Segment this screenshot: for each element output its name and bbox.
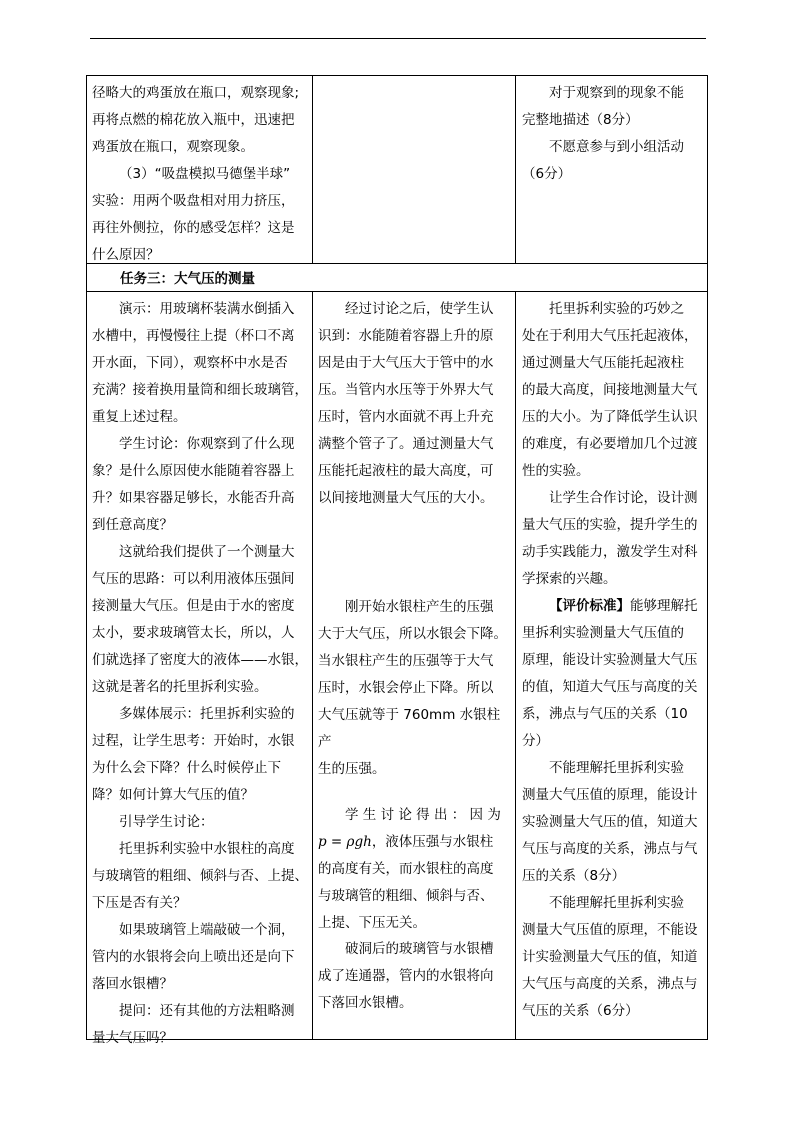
text-line: 破洞后的玻璃管与水银槽 — [345, 941, 494, 957]
text-line: 压能托起液柱的最大高度，可 — [318, 463, 494, 479]
text-line: 演示：用玻璃杯装满水倒插入 — [119, 301, 295, 317]
text-line: 生的压强。 — [318, 761, 386, 777]
text-line: 的最大高度，间接地测量大气 — [522, 382, 698, 398]
text-line: 过程，让学生思考：开始时，水银 — [92, 733, 295, 749]
text-line: 满整个管子了。通过测量大气 — [318, 436, 494, 452]
text-line: 对于观察到的现象不能 — [549, 85, 684, 101]
text-line: 充满？接着换用量筒和细长玻璃管， — [92, 382, 308, 398]
row1-activity-cell — [92, 80, 308, 269]
text-line: 测量大气压值的原理，能设计 — [522, 787, 698, 803]
text-line: 压的关系（8分） — [522, 868, 626, 884]
text-line: 成了连通器，管内的水银将向 — [318, 968, 494, 984]
text-line: 的值，知道大气压与高度的关 — [522, 679, 698, 695]
text-line: 与玻璃管的粗细、倾斜与否、 — [318, 888, 494, 904]
text-line: 不能理解托里拆利实验 — [549, 895, 684, 911]
text-line: 通过测量大气压能托起液柱 — [522, 355, 684, 371]
text-line: 原理，能设计实验测量大气压 — [522, 652, 698, 668]
text-line: 鸡蛋放在瓶口，观察现象。 — [92, 139, 254, 155]
text-line: 下落回水银槽。 — [318, 995, 413, 1011]
text-line: 性的实验。 — [522, 463, 590, 479]
text-line: 重复上述过程。 — [92, 409, 187, 425]
row2-activity-cell — [92, 296, 308, 1052]
text-line: 不能理解托里拆利实验 — [549, 760, 684, 776]
text-line: 径略大的鸡蛋放在瓶口，观察现象; — [92, 85, 300, 101]
pressure-formula: p = ρgh — [318, 834, 372, 850]
text-line: 落回水银槽？ — [92, 976, 173, 992]
text-line: 再将点燃的棉花放入瓶中，迅速把 — [92, 112, 295, 128]
text-line: 到任意高度？ — [92, 517, 173, 533]
text-line: 学生讨论：你观察到了什么现 — [119, 436, 295, 452]
text-line: 托里拆利实验的巧妙之 — [549, 301, 684, 317]
text-line: 压时，管内水面就不再上升充 — [318, 409, 494, 425]
text-line: 刚开始水银柱产生的压强 — [345, 599, 494, 615]
text-line: 压。当管内水压等于外界大气 — [318, 382, 494, 398]
text-line: 动手实践能力，激发学生对科 — [522, 544, 698, 560]
text-line: 当水银柱产生的压强等于大气 — [318, 653, 494, 669]
row2-student-cell-a — [318, 296, 512, 512]
text-line: 识到：水能随着容器上升的原 — [318, 328, 494, 344]
text-line: 压的大小。为了降低学生认识 — [522, 409, 698, 425]
table-right-border — [707, 75, 708, 1039]
text-fragment: ，液体压强与水银柱 — [371, 834, 494, 850]
text-line: 开水面，下同），观察杯中水是否 — [92, 355, 288, 371]
text-line: 里拆利实验测量大气压值的 — [522, 625, 684, 641]
row2-student-cell-d — [318, 936, 512, 1017]
text-line: 引导学生讨论： — [119, 814, 214, 830]
text-line: 经过讨论之后，使学生认 — [345, 301, 494, 317]
text-line: 下压是否有关？ — [92, 895, 187, 911]
text-line: 计实验测量大气压的值，知道 — [522, 949, 698, 965]
text-line: 为什么会下降？什么时候停止下 — [92, 760, 281, 776]
text-line: 不愿意参与到小组活动 — [549, 139, 684, 155]
text-line: 气压与高度的关系，沸点与气 — [522, 841, 698, 857]
text-line: 量大气压的实验，提升学生的 — [522, 517, 698, 533]
text-line: 系，沸点与气压的关系（10 — [522, 706, 688, 722]
text-line: 的难度，有必要增加几个过渡 — [522, 436, 698, 452]
text-line: 多媒体展示：托里拆利实验的 — [119, 706, 295, 722]
text-line: 压时，水银会停止下降。所以 — [318, 680, 494, 696]
text-line: 测量大气压值的原理，不能设 — [522, 922, 698, 938]
text-line: 气压的关系（6分） — [522, 1003, 639, 1019]
header-rule — [90, 38, 706, 39]
text-line: 大气压与高度的关系，沸点与 — [522, 976, 698, 992]
text-line: 与玻璃管的粗细、倾斜与否、上提、 — [92, 868, 308, 884]
text-line: 这就给我们提供了一个测量大 — [119, 544, 295, 560]
text-line: 学探索的兴趣。 — [522, 571, 617, 587]
text-line: 太小，要求玻璃管太长，所以，人 — [92, 625, 295, 641]
text-line: 的高度有关，而水银柱的高度 — [318, 861, 494, 877]
text-line: 让学生合作讨论，设计测 — [549, 490, 698, 506]
row-divider-2 — [86, 291, 708, 292]
text-fragment: 能够理解托 — [630, 598, 698, 614]
col-divider-2-bottom — [515, 291, 516, 1039]
text-line: 托里拆利实验中水银柱的高度 — [119, 841, 295, 857]
row1-evaluation-cell — [522, 80, 704, 188]
text-line: 什么原因？ — [92, 247, 160, 263]
text-line — [318, 829, 512, 856]
text-line: 再往外侧拉，你的感受怎样？这是 — [92, 220, 295, 236]
table-top-border — [86, 75, 708, 76]
text-line: （3）“吸盘模拟马德堡半球” — [119, 166, 291, 182]
evaluation-criteria-label: 【评价标准】 — [549, 598, 630, 614]
text-line: 们就选择了密度大的液体——水银， — [92, 652, 308, 668]
row2-evaluation-cell — [522, 296, 704, 1025]
text-line: 象？是什么原因使水能随着容器上 — [92, 463, 295, 479]
text-line: 处在于利用大气压托起液体， — [522, 328, 698, 344]
text-line: 量大气压吗？ — [92, 1030, 173, 1046]
text-line: 管内的水银将会向上喷出还是向下 — [92, 949, 295, 965]
text-line: 大于大气压，所以水银会下降。 — [318, 626, 507, 642]
col-divider-1-top — [312, 75, 313, 263]
text-line: 实验：用两个吸盘相对用力挤压， — [92, 193, 295, 209]
row2-student-cell-c — [318, 802, 512, 937]
text-line: 以间接地测量大气压的大小。 — [318, 490, 494, 506]
text-line: 完整地描述（8分） — [522, 112, 639, 128]
text-line: 实验测量大气压的值，知道大 — [522, 814, 698, 830]
text-line: 降？如何计算大气压的值？ — [92, 787, 254, 803]
task-title: 任务三：大气压的测量 — [120, 271, 255, 287]
text-line: （6分） — [522, 166, 572, 182]
col-divider-1-bottom — [312, 291, 313, 1039]
text-line: 水槽中，再慢慢往上提（杯口不离 — [92, 328, 295, 344]
text-line: 上提、下压无关。 — [318, 915, 426, 931]
text-line: 气压的思路：可以利用液体压强间 — [92, 571, 295, 587]
text-line: 升？如果容器足够长，水能否升高 — [92, 490, 295, 506]
col-divider-2-top — [515, 75, 516, 263]
text-line: 如果玻璃管上端敲破一个洞， — [119, 922, 295, 938]
table-left-border — [86, 75, 87, 1039]
text-line: 学 生 讨 论 得 出 ： 因 为 — [345, 807, 501, 823]
row2-student-cell-b — [318, 594, 512, 783]
text-line: 这就是著名的托里拆利实验。 — [92, 679, 268, 695]
text-line: 接测量大气压。但是由于水的密度 — [92, 598, 295, 614]
text-line: 分） — [522, 733, 549, 749]
text-line: 大气压就等于 760mm 水银柱产 — [318, 707, 501, 750]
text-line — [522, 593, 704, 620]
text-line: 因是由于大气压大于管中的水 — [318, 355, 494, 371]
text-line: 提问：还有其他的方法粗略测 — [119, 1003, 295, 1019]
